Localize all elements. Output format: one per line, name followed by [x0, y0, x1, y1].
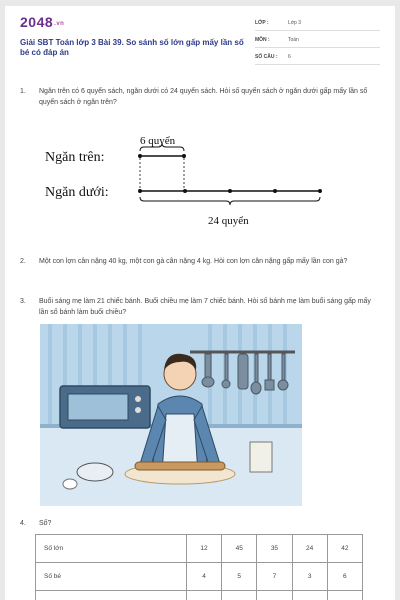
row-bottom-label: Ngăn dưới:: [45, 185, 109, 200]
meta-question-count: SỐ CÂU : 6: [255, 50, 380, 65]
table-cell: 6: [327, 563, 362, 591]
flour-bag: [250, 442, 272, 472]
top-segment-point: [138, 154, 142, 158]
table-row: [36, 591, 363, 600]
table-cell: 4: [186, 563, 221, 591]
table-cell: 24: [292, 535, 327, 563]
table-cell: 45: [222, 535, 257, 563]
baking-illustration: [40, 324, 302, 506]
table-row: [36, 535, 363, 563]
bottom-brace: [140, 197, 320, 205]
row-label: Số bé: [36, 563, 187, 591]
table-cell: 3: [292, 563, 327, 591]
meta-grade: LỚP : Lớp 3: [255, 16, 380, 31]
bottom-segment-point: [183, 189, 187, 193]
row-top-label: Ngăn trên:: [45, 150, 105, 165]
row-label: Số lớn: [36, 535, 187, 563]
table-cell[interactable]: [186, 591, 221, 600]
table-cell[interactable]: [327, 591, 362, 600]
table-cell: 42: [327, 535, 362, 563]
top-segment-label: 6 quyển: [140, 135, 176, 147]
document-meta: [255, 16, 380, 67]
meta-subject: MÔN : Toán: [255, 33, 380, 48]
row-label: [36, 591, 187, 600]
table-cell[interactable]: [257, 591, 292, 600]
table-cell[interactable]: [292, 591, 327, 600]
table-row: [36, 563, 363, 591]
segment-diagram: [35, 131, 335, 236]
egg: [63, 479, 77, 489]
page-header: [5, 6, 395, 76]
bottom-segment-point: [318, 189, 322, 193]
table-cell: 5: [222, 563, 257, 591]
bottom-segment-point: [228, 189, 232, 193]
bottom-segment-point: [273, 189, 277, 193]
bottom-segment-point: [138, 189, 142, 193]
mixing-bowl: [77, 463, 113, 481]
top-segment-point: [182, 154, 186, 158]
bottom-segment-label: 24 quyển: [208, 215, 249, 227]
document-page: $2048^{.vn}$ Giải SBT Toán lớp 3 Bài 39. So sánh số lớn gấp mấy lần số bé có đáp án LỚP : Lớp 3 MÔN : Toán SỐ CÂU : 6 1. Ngăn trên có 6 quyển sách, ngăn dưới có 24 quyển sách. Hỏi số quyển sách ở ngăn dưới gấp mấy lần số quyển sách ở ngăn trên? 6 quyển Ngăn trên: Ngăn dưới: 24 quyển 2. Một con lợn cân nặng 40 kg, một con gà cân nặng 4 kg. Hỏi con lợn cân nặng gấp mấy lần con gà? 3. Buổi sáng mẹ làm 21 chiếc bánh. Buổi chiều mẹ làm 7 chiếc bánh. Hỏi số bánh mẹ làm buổi sáng gấp mấy lần số bánh làm buổi chiều? 4. Số? Số lớn 12 45 35 24 42 Số bé 4 5 7 3 6: [5, 6, 395, 600]
table-cell: 35: [257, 535, 292, 563]
table-cell: 12: [186, 535, 221, 563]
site-logo[interactable]: $2048^{.vn}$: [20, 14, 65, 30]
number-table: [35, 534, 363, 600]
document-title: Giải SBT Toán lớp 3 Bài 39. So sánh số lớn gấp mấy lần số bé có đáp án: [20, 38, 244, 57]
table-cell[interactable]: [222, 591, 257, 600]
table-cell: 7: [257, 563, 292, 591]
rolling-pin: [135, 462, 225, 470]
